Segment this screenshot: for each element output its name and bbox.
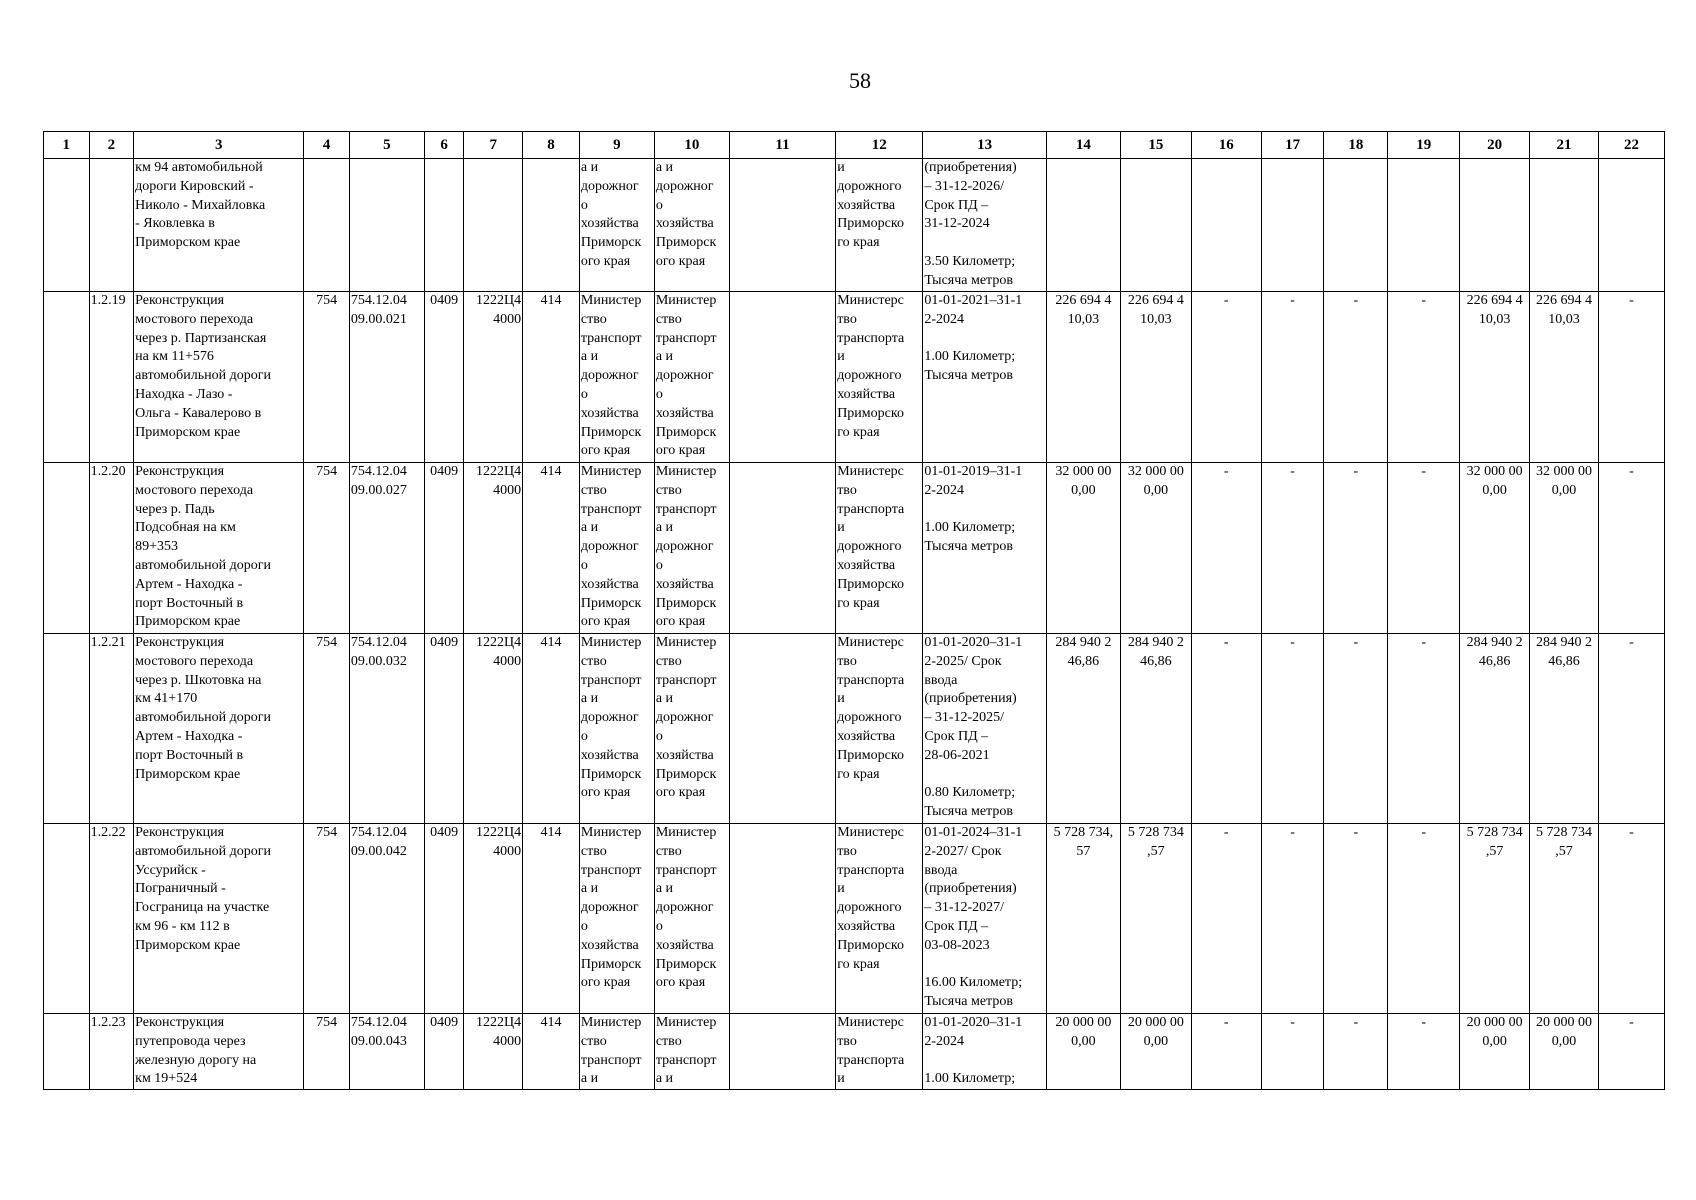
table-cell-col-1	[44, 824, 90, 1014]
table-cell-col-12: и дорожного хозяйства Приморско го края	[836, 159, 923, 292]
table-cell-col-16: -	[1191, 292, 1261, 463]
header-cell: 4	[304, 132, 350, 159]
table-cell-col-5: 754.12.04 09.00.042	[349, 824, 424, 1014]
table-cell-col-3: Реконструкция автомобильной дороги Уссурийск - Пограничный - Госграница на участке км 96 - км 112 в Приморском крае	[134, 824, 304, 1014]
table-cell-col-2: 1.2.21	[89, 634, 134, 824]
table-cell-col-15: 20 000 00 0,00	[1120, 1014, 1191, 1090]
table-cell-col-21: 284 940 2 46,86	[1530, 634, 1599, 824]
header-row	[44, 132, 1665, 159]
table-cell-col-16	[1191, 159, 1261, 292]
table-cell-col-18: -	[1324, 292, 1388, 463]
table-row	[44, 463, 1665, 634]
table-cell-col-5: 754.12.04 09.00.043	[349, 1014, 424, 1090]
table-row	[44, 292, 1665, 463]
table-cell-col-19: -	[1388, 463, 1460, 634]
table-cell-col-7	[464, 159, 523, 292]
header-cell: 13	[923, 132, 1047, 159]
table-cell-col-20	[1460, 159, 1530, 292]
table-cell-col-11	[729, 824, 835, 1014]
table-cell-col-6: 0409	[424, 292, 464, 463]
table-cell-col-19: -	[1388, 824, 1460, 1014]
table-cell-col-6: 0409	[424, 463, 464, 634]
table-cell-col-6: 0409	[424, 634, 464, 824]
table-cell-col-14: 20 000 00 0,00	[1046, 1014, 1120, 1090]
table-cell-col-20: 5 728 734 ,57	[1460, 824, 1530, 1014]
table-cell-col-18: -	[1324, 824, 1388, 1014]
table-cell-col-10: Министер ство транспорт а и	[654, 1014, 729, 1090]
table-cell-col-4: 754	[304, 292, 350, 463]
table-cell-col-5: 754.12.04 09.00.027	[349, 463, 424, 634]
table-cell-col-13: (приобретения) – 31-12-2026/ Срок ПД – 31-12-2024 3.50 Километр; Тысяча метров	[923, 159, 1047, 292]
table-cell-col-15: 284 940 2 46,86	[1120, 634, 1191, 824]
table-cell-col-20: 32 000 00 0,00	[1460, 463, 1530, 634]
header-cell: 10	[654, 132, 729, 159]
table-cell-col-4: 754	[304, 463, 350, 634]
table-cell-col-10: Министер ство транспорт а и дорожног о хозяйства Приморск ого края	[654, 463, 729, 634]
table-cell-col-19: -	[1388, 634, 1460, 824]
table-cell-col-14	[1046, 159, 1120, 292]
table-cell-col-1	[44, 634, 90, 824]
table-cell-col-19: -	[1388, 292, 1460, 463]
table-cell-col-17: -	[1261, 1014, 1324, 1090]
table-row	[44, 1014, 1665, 1090]
table-cell-col-20: 20 000 00 0,00	[1460, 1014, 1530, 1090]
header-cell: 9	[579, 132, 654, 159]
header-cell: 7	[464, 132, 523, 159]
table-cell-col-16: -	[1191, 463, 1261, 634]
table-cell-col-18: -	[1324, 634, 1388, 824]
table-cell-col-8: 414	[523, 824, 580, 1014]
table-cell-col-12: Министерс тво транспорта и	[836, 1014, 923, 1090]
table-row	[44, 824, 1665, 1014]
table-cell-col-8: 414	[523, 292, 580, 463]
header-cell: 17	[1261, 132, 1324, 159]
table-cell-col-6: 0409	[424, 1014, 464, 1090]
header-cell: 20	[1460, 132, 1530, 159]
table-row	[44, 634, 1665, 824]
table-cell-col-5: 754.12.04 09.00.032	[349, 634, 424, 824]
table-cell-col-7: 1222Ц4 4000	[464, 292, 523, 463]
page-number: 58	[849, 68, 871, 93]
table-cell-col-16: -	[1191, 634, 1261, 824]
table-cell-col-14: 284 940 2 46,86	[1046, 634, 1120, 824]
table-cell-col-11	[729, 159, 835, 292]
table-cell-col-21	[1530, 159, 1599, 292]
table-cell-col-13: 01-01-2019–31-1 2-2024 1.00 Километр; Тысяча метров	[923, 463, 1047, 634]
table-cell-col-15: 226 694 4 10,03	[1120, 292, 1191, 463]
table-cell-col-21: 20 000 00 0,00	[1530, 1014, 1599, 1090]
header-cell: 2	[89, 132, 134, 159]
table-cell-col-10: Министер ство транспорт а и дорожног о хозяйства Приморск ого края	[654, 634, 729, 824]
table-cell-col-7: 1222Ц4 4000	[464, 634, 523, 824]
table-cell-col-16: -	[1191, 1014, 1261, 1090]
table-cell-col-2: 1.2.23	[89, 1014, 134, 1090]
table-cell-col-1	[44, 463, 90, 634]
table-cell-col-2: 1.2.19	[89, 292, 134, 463]
table-cell-col-21: 32 000 00 0,00	[1530, 463, 1599, 634]
table-cell-col-9: Министер ство транспорт а и	[579, 1014, 654, 1090]
table-row	[44, 159, 1665, 292]
table-cell-col-11	[729, 1014, 835, 1090]
table-cell-col-12: Министерс тво транспорта и дорожного хозяйства Приморско го края	[836, 463, 923, 634]
table-cell-col-12: Министерс тво транспорта и дорожного хозяйства Приморско го края	[836, 634, 923, 824]
table-cell-col-21: 5 728 734 ,57	[1530, 824, 1599, 1014]
table-cell-col-14: 226 694 4 10,03	[1046, 292, 1120, 463]
table-cell-col-7: 1222Ц4 4000	[464, 463, 523, 634]
table-cell-col-3: км 94 автомобильной дороги Кировский - Николо - Михайловка - Яковлевка в Приморском крае	[134, 159, 304, 292]
table-cell-col-4: 754	[304, 1014, 350, 1090]
table-cell-col-14: 32 000 00 0,00	[1046, 463, 1120, 634]
table-body	[44, 159, 1665, 1090]
table-cell-col-17	[1261, 159, 1324, 292]
table-cell-col-17: -	[1261, 634, 1324, 824]
table-cell-col-18: -	[1324, 1014, 1388, 1090]
table-cell-col-9: а и дорожног о хозяйства Приморск ого края	[579, 159, 654, 292]
table-cell-col-20: 284 940 2 46,86	[1460, 634, 1530, 824]
table-cell-col-8	[523, 159, 580, 292]
table-cell-col-8: 414	[523, 1014, 580, 1090]
table-cell-col-8: 414	[523, 634, 580, 824]
table-cell-col-10: Министер ство транспорт а и дорожног о хозяйства Приморск ого края	[654, 824, 729, 1014]
table-cell-col-1	[44, 292, 90, 463]
table-cell-col-21: 226 694 4 10,03	[1530, 292, 1599, 463]
table-cell-col-5	[349, 159, 424, 292]
header-cell: 5	[349, 132, 424, 159]
header-cell: 16	[1191, 132, 1261, 159]
table-cell-col-15	[1120, 159, 1191, 292]
table-cell-col-9: Министер ство транспорт а и дорожног о хозяйства Приморск ого края	[579, 292, 654, 463]
table-cell-col-13: 01-01-2021–31-1 2-2024 1.00 Километр; Тысяча метров	[923, 292, 1047, 463]
table-cell-col-11	[729, 463, 835, 634]
table-cell-col-19	[1388, 159, 1460, 292]
table-cell-col-2: 1.2.20	[89, 463, 134, 634]
table-cell-col-22: -	[1598, 292, 1664, 463]
table-cell-col-11	[729, 634, 835, 824]
table-cell-col-3: Реконструкция путепровода через железную дорогу на км 19+524	[134, 1014, 304, 1090]
table-cell-col-2	[89, 159, 134, 292]
table-cell-col-9: Министер ство транспорт а и дорожног о хозяйства Приморск ого края	[579, 634, 654, 824]
table-cell-col-7: 1222Ц4 4000	[464, 1014, 523, 1090]
table-cell-col-13: 01-01-2024–31-1 2-2027/ Срок ввода (приобретения) – 31-12-2027/ Срок ПД – 03-08-2023 16.00 Километр; Тысяча метров	[923, 824, 1047, 1014]
table-cell-col-6	[424, 159, 464, 292]
table-cell-col-15: 5 728 734 ,57	[1120, 824, 1191, 1014]
budget-table	[43, 131, 1665, 1090]
table-cell-col-12: Министерс тво транспорта и дорожного хозяйства Приморско го края	[836, 824, 923, 1014]
table-cell-col-19: -	[1388, 1014, 1460, 1090]
table-cell-col-3: Реконструкция мостового перехода через р. Шкотовка на км 41+170 автомобильной дороги Артем - Находка - порт Восточный в Приморском крае	[134, 634, 304, 824]
table-cell-col-22: -	[1598, 824, 1664, 1014]
table-cell-col-4	[304, 159, 350, 292]
table-cell-col-9: Министер ство транспорт а и дорожног о хозяйства Приморск ого края	[579, 824, 654, 1014]
table-cell-col-13: 01-01-2020–31-1 2-2025/ Срок ввода (приобретения) – 31-12-2025/ Срок ПД – 28-06-2021 0.80 Километр; Тысяча метров	[923, 634, 1047, 824]
table-cell-col-6: 0409	[424, 824, 464, 1014]
table-cell-col-17: -	[1261, 463, 1324, 634]
header-cell: 12	[836, 132, 923, 159]
header-cell: 8	[523, 132, 580, 159]
table-cell-col-22: -	[1598, 463, 1664, 634]
table-cell-col-7: 1222Ц4 4000	[464, 824, 523, 1014]
table-cell-col-13: 01-01-2020–31-1 2-2024 1.00 Километр;	[923, 1014, 1047, 1090]
table-cell-col-9: Министер ство транспорт а и дорожног о хозяйства Приморск ого края	[579, 463, 654, 634]
header-cell: 11	[729, 132, 835, 159]
table-cell-col-22: -	[1598, 634, 1664, 824]
table-cell-col-15: 32 000 00 0,00	[1120, 463, 1191, 634]
table-cell-col-3: Реконструкция мостового перехода через р. Партизанская на км 11+576 автомобильной дороги Находка - Лазо - Ольга - Кавалерово в Приморском крае	[134, 292, 304, 463]
table-cell-col-18: -	[1324, 463, 1388, 634]
table-cell-col-11	[729, 292, 835, 463]
table-cell-col-14: 5 728 734, 57	[1046, 824, 1120, 1014]
table-cell-col-2: 1.2.22	[89, 824, 134, 1014]
table-cell-col-4: 754	[304, 824, 350, 1014]
table-cell-col-17: -	[1261, 824, 1324, 1014]
table-cell-col-10: а и дорожног о хозяйства Приморск ого края	[654, 159, 729, 292]
table-cell-col-18	[1324, 159, 1388, 292]
table-cell-col-16: -	[1191, 824, 1261, 1014]
table-cell-col-5: 754.12.04 09.00.021	[349, 292, 424, 463]
header-cell: 15	[1120, 132, 1191, 159]
header-cell: 21	[1530, 132, 1599, 159]
table-cell-col-10: Министер ство транспорт а и дорожног о хозяйства Приморск ого края	[654, 292, 729, 463]
header-cell: 22	[1598, 132, 1664, 159]
header-cell: 1	[44, 132, 90, 159]
table-cell-col-22	[1598, 159, 1664, 292]
header-cell: 3	[134, 132, 304, 159]
table-cell-col-12: Министерс тво транспорта и дорожного хозяйства Приморско го края	[836, 292, 923, 463]
table-cell-col-1	[44, 159, 90, 292]
table-cell-col-3: Реконструкция мостового перехода через р. Падь Подсобная на км 89+353 автомобильной дороги Артем - Находка - порт Восточный в Приморском крае	[134, 463, 304, 634]
header-cell: 14	[1046, 132, 1120, 159]
table-cell-col-22: -	[1598, 1014, 1664, 1090]
header-cell: 19	[1388, 132, 1460, 159]
table-cell-col-20: 226 694 4 10,03	[1460, 292, 1530, 463]
header-cell: 6	[424, 132, 464, 159]
header-cell: 18	[1324, 132, 1388, 159]
table-cell-col-4: 754	[304, 634, 350, 824]
table-cell-col-1	[44, 1014, 90, 1090]
table-cell-col-8: 414	[523, 463, 580, 634]
table-cell-col-17: -	[1261, 292, 1324, 463]
